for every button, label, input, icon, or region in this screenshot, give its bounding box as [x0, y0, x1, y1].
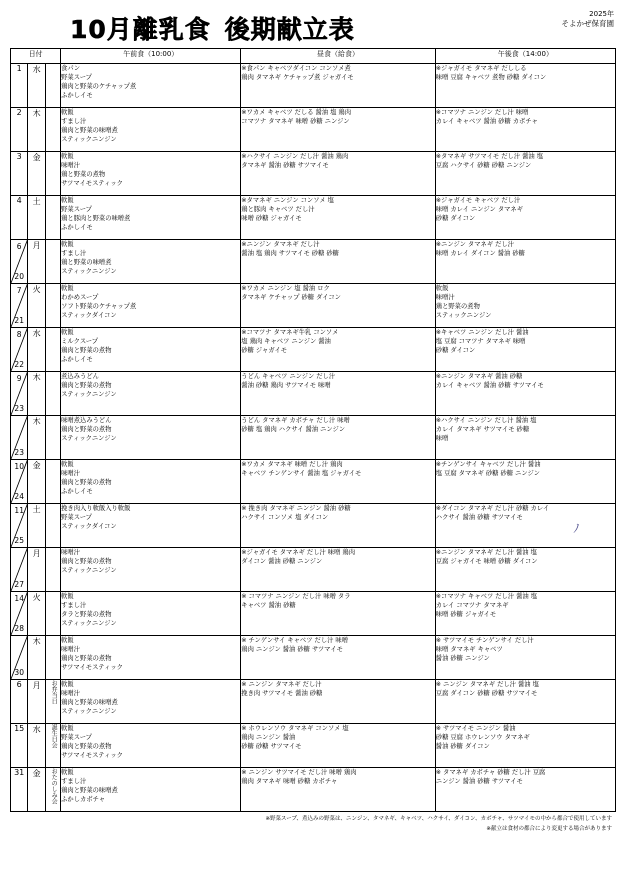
meal-line: タラと野菜の煮物 [61, 611, 112, 619]
meal-late [435, 504, 615, 548]
table-row [11, 504, 616, 548]
meal-line: 鶏と野菜の煮物 [435, 303, 480, 311]
meal-line: 鶏と豚肉 キャベツ だし汁 [241, 206, 315, 214]
row-date: 2 [11, 108, 28, 152]
table-row [11, 416, 616, 460]
meal-line: キャベツ チンゲンサイ 醤油 塩 ジャガイモ [241, 470, 362, 478]
meal-line: サツマイモスティック [61, 752, 123, 760]
table-row [11, 196, 616, 240]
meal-line: 野菜スープ [61, 206, 92, 214]
meal-lunch [241, 108, 436, 152]
row-weekday: 火 [28, 592, 45, 636]
row-event-note: おたのしみ会 [45, 768, 60, 812]
meal-line: ニンジン 醤油 砂糖 サツマイモ [435, 778, 523, 786]
meal-line: 鶏肉と野菜の煮物 [61, 655, 112, 663]
meal-line: 鶏肉 ニンジン 醤油 砂糖 サツマイモ [241, 646, 343, 654]
meal-line: 味噌 [435, 435, 449, 443]
meal-line: 軟飯 [61, 197, 74, 204]
meal-line: 鶏肉と野菜の煮物 [61, 382, 112, 390]
meal-early [61, 548, 241, 592]
meal-line: 味噌汁 [435, 294, 455, 302]
table-row [11, 636, 616, 680]
table-row [11, 108, 616, 152]
meal-line: ※ ニンジン タマネギ だし汁 醤油 塩 [435, 681, 539, 688]
meal-line: 軟飯 [61, 241, 74, 248]
row-weekday: 金 [28, 768, 45, 812]
meal-line: 軟飯 [61, 637, 74, 644]
row-date: 7 21 [11, 284, 28, 328]
meal-line: 塩 鶏肉 キャベツ ニンジン 醤油 [241, 338, 331, 346]
meal-line: 挽き肉入り軟飯入り軟飯 [61, 505, 131, 512]
meal-line: すまし汁 [61, 602, 87, 610]
row-date: 9 23 [11, 372, 28, 416]
meal-line: わかめスープ [61, 294, 99, 302]
meal-early [61, 460, 241, 504]
meal-line: 軟飯 [61, 769, 74, 776]
meal-lunch [241, 548, 436, 592]
meal-late [435, 724, 615, 768]
meal-line: 鶏肉と野菜の味噌煮 [61, 127, 118, 135]
meal-line: 鶏と豚肉と野菜の味噌煮 [61, 215, 131, 223]
meal-lunch [241, 416, 436, 460]
meal-lunch [241, 284, 436, 328]
row-date: 10 24 [11, 460, 28, 504]
row-date: 23 [11, 416, 28, 460]
meal-line: 味噌汁 [61, 646, 81, 654]
meal-late [435, 152, 615, 196]
row-event-note [45, 108, 60, 152]
meal-line: サツマイモスティック [61, 180, 123, 188]
meal-late [435, 460, 615, 504]
meal-line: 醤油 塩 鶏肉 サツマイモ 砂糖 砂糖 [241, 250, 339, 258]
meal-early [61, 504, 241, 548]
table-row [11, 152, 616, 196]
meal-late [435, 284, 615, 328]
meal-early [61, 196, 241, 240]
meal-line: ※ハクサイ ニンジン だし汁 醤油 塩 [435, 417, 537, 424]
row-event-note [45, 196, 60, 240]
meal-lunch [241, 460, 436, 504]
meal-line: スティックニンジン [61, 136, 117, 144]
meal-line: 味噌 カレイ ダイコン 醤油 砂糖 [435, 250, 525, 258]
meal-late [435, 64, 615, 108]
meal-line: 鶏肉と野菜の煮物 [61, 347, 112, 355]
meal-early [61, 152, 241, 196]
row-event-note [45, 504, 60, 548]
meal-line: 砂糖 ダイコン [435, 347, 476, 355]
row-event-note [45, 636, 60, 680]
meal-early [61, 768, 241, 812]
meal-line: 豆腐 ダイコン 砂糖 砂糖 サツマイモ [435, 690, 538, 698]
meal-line: ※コマツナ ニンジン だし汁 味噌 [435, 109, 529, 116]
row-weekday: 火 [28, 284, 45, 328]
meal-line: ※ ニンジン タマネギ だし汁 [241, 681, 322, 688]
meal-line: 豆腐 ハクサイ 砂糖 砂糖 ニンジン [435, 162, 532, 170]
row-weekday: 水 [28, 64, 45, 108]
meal-line: うどん タマネギ カボチャ だし汁 味噌 [241, 417, 350, 424]
meal-line: タマネギ ケチャップ 砂糖 ダイコン [241, 294, 341, 302]
row-date: 6 [11, 680, 28, 724]
row-weekday: 水 [28, 328, 45, 372]
table-row [11, 372, 616, 416]
meal-late [435, 768, 615, 812]
header-meta [562, 10, 615, 28]
meal-late [435, 680, 615, 724]
meal-lunch [241, 372, 436, 416]
meal-lunch [241, 504, 436, 548]
handwritten-mark: ノ [569, 520, 584, 536]
row-date: 30 [11, 636, 28, 680]
meal-early [61, 284, 241, 328]
col-header-early: 午前食（10:00） [61, 49, 241, 64]
meal-line: スティックダイコン [61, 312, 117, 320]
row-weekday: 水 [28, 724, 45, 768]
meal-lunch [241, 680, 436, 724]
meal-line: ※タマネギ ニンジン コンソメ 塩 [241, 197, 334, 204]
meal-line: 軟飯 [61, 329, 74, 336]
row-weekday: 月 [28, 548, 45, 592]
meal-line: ※ ニンジン サツマイモ だし汁 味噌 鶏肉 [241, 769, 357, 776]
col-header-late: 午後食（14:00） [435, 49, 615, 64]
row-event-note: お弁当日 [45, 680, 60, 724]
row-weekday: 金 [28, 152, 45, 196]
meal-late [435, 108, 615, 152]
meal-line: 軟飯 [435, 285, 449, 292]
meal-line: 軟飯 [61, 593, 74, 600]
meal-line: 味噌汁 [61, 470, 81, 478]
footer-note-2: ※献立は食材の都合により変更する場合があります [486, 826, 612, 833]
row-date: 6 20 [11, 240, 28, 284]
meal-line: ※ジャガイモ タマネギ だし汁 味噌 鶏肉 [241, 549, 355, 556]
meal-early [61, 372, 241, 416]
meal-line: 野菜スープ [61, 514, 92, 522]
table-row [11, 724, 616, 768]
row-event-note [45, 328, 60, 372]
meal-line: 鶏肉と野菜の煮物 [61, 743, 112, 751]
header-year: 2025年 [589, 10, 614, 18]
row-weekday: 土 [28, 504, 45, 548]
meal-line: ※コマツナ キャベツ だし汁 醤油 塩 [435, 593, 538, 600]
meal-line: 煮込みうどん [61, 373, 99, 380]
meal-line: ハクサイ コンソメ 塩 ダイコン [241, 514, 329, 522]
footer-note-1: ※野菜スープ、煮込みの野菜は、ニンジン、タマネギ、キャベツ、ハクサイ、ダイコン、カボチャ、サツマイモの中から都合で使用しています [265, 816, 612, 822]
meal-early [61, 680, 241, 724]
meal-line: 鶏肉と野菜の煮物 [61, 426, 112, 434]
meal-late [435, 328, 615, 372]
row-weekday: 月 [28, 680, 45, 724]
meal-line: 醤油 砂糖 ニンジン [435, 655, 490, 663]
table-row [11, 548, 616, 592]
meal-line: スティックニンジン [61, 268, 117, 276]
meal-line: すまし汁 [61, 118, 87, 126]
meal-line: 挽き肉 サツマイモ 醤油 砂糖 [241, 690, 323, 698]
meal-line: 味噌 カレイ ニンジン タマネギ [435, 206, 524, 214]
table-row [11, 64, 616, 108]
header-org: そよかぜ保育園 [561, 18, 614, 28]
meal-line: 砂糖 豆腐 ホウレンソウ タマネギ [435, 734, 530, 742]
meal-line: ※ニンジン タマネギ だし汁 [435, 241, 515, 248]
meal-early [61, 328, 241, 372]
page-title [70, 10, 355, 46]
meal-line: ※ チンゲンサイ キャベツ だし汁 味噌 [241, 637, 349, 644]
meal-line: ふかしイモ [61, 488, 93, 496]
meal-line: 鶏肉 タマネギ 味噌 砂糖 カボチャ [241, 778, 338, 786]
meal-line: 砂糖 砂糖 サツマイモ [241, 743, 302, 751]
meal-line: ※ジャガイモ キャベツ だし汁 [435, 197, 521, 204]
table-row [11, 460, 616, 504]
row-event-note [45, 372, 60, 416]
meal-line: 鶏と野菜の味噌煮 [61, 259, 112, 267]
meal-line: ※ワカメ タマネギ 味噌 だし汁 鶏肉 [241, 461, 343, 468]
meal-line: スティックダイコン [61, 523, 117, 531]
row-weekday: 土 [28, 196, 45, 240]
meal-line: ※ハクサイ ニンジン だし汁 醤油 鶏肉 [241, 153, 349, 160]
meal-line: 鶏肉と野菜の味噌煮 [61, 787, 118, 795]
meal-line: スティックニンジン [61, 435, 117, 443]
row-event-note [45, 240, 60, 284]
meal-line: 鶏と野菜の煮物 [61, 171, 106, 179]
row-weekday: 金 [28, 460, 45, 504]
meal-line: ※チンゲンサイ キャベツ だし汁 醤油 [435, 461, 541, 468]
table-row [11, 680, 616, 724]
meal-line: ※ワカメ キャベツ だしる 醤油 塩 鶏肉 [241, 109, 352, 116]
meal-line: 軟飯 [61, 461, 74, 468]
meal-late [435, 548, 615, 592]
meal-lunch [241, 196, 436, 240]
meal-line: 豆腐 ジャガイモ 味噌 砂糖 ダイコン [435, 558, 538, 566]
meal-line: 軟飯 [61, 725, 74, 732]
meal-early [61, 724, 241, 768]
row-date: 27 [11, 548, 28, 592]
meal-line: 砂糖 塩 鶏肉 ハクサイ 醤油 ニンジン [241, 426, 345, 434]
col-header-lunch: 昼食（給食） [241, 49, 436, 64]
meal-early [61, 108, 241, 152]
table-body [11, 64, 616, 812]
meal-line: 味噌 砂糖 ジャガイモ [241, 215, 302, 223]
meal-early [61, 64, 241, 108]
row-weekday: 木 [28, 416, 45, 460]
meal-line: ※ タマネギ カボチャ 砂糖 だし汁 豆腐 [435, 769, 546, 776]
row-weekday: 月 [28, 240, 45, 284]
meal-line: 鶏肉と野菜の煮物 [61, 479, 112, 487]
meal-line: ※ ホウレンソウ タマネギ コンソメ 塩 [241, 725, 349, 732]
meal-line: 鶏肉 ニンジン 醤油 [241, 734, 296, 742]
meal-early [61, 592, 241, 636]
row-weekday: 木 [28, 636, 45, 680]
meal-lunch [241, 152, 436, 196]
meal-line: スティックニンジン [61, 567, 117, 575]
meal-line: 軟飯 [61, 153, 74, 160]
meal-line: カレイ キャベツ 醤油 砂糖 サツマイモ [435, 382, 544, 390]
title-main: 10月離乳食 [70, 15, 211, 44]
row-date: 1 [11, 64, 28, 108]
meal-line: うどん キャベツ ニンジン だし汁 [241, 373, 336, 380]
meal-late [435, 196, 615, 240]
meal-early [61, 636, 241, 680]
table-row [11, 328, 616, 372]
meal-line: ミルクスープ [61, 338, 99, 346]
meal-line: 味噌汁 [61, 162, 81, 170]
meal-line: 軟飯 [61, 285, 74, 292]
meal-line: ふかしカボチャ [61, 796, 106, 804]
row-date: 3 [11, 152, 28, 196]
meal-line: スティックニンジン [61, 620, 117, 628]
meal-line: カレイ コマツナ タマネギ [435, 602, 509, 610]
meal-lunch [241, 328, 436, 372]
meal-lunch [241, 592, 436, 636]
meal-line: ※ダイコン タマネギ だし汁 砂糖 カレイ [435, 505, 550, 512]
row-event-note [45, 416, 60, 460]
meal-line: 鶏肉と野菜のケチャップ煮 [61, 83, 137, 91]
meal-line: ふかしイモ [61, 356, 93, 364]
table-row [11, 768, 616, 812]
meal-line: 味噌汁 [61, 549, 81, 556]
row-date: 4 [11, 196, 28, 240]
row-event-note [45, 64, 60, 108]
meal-line: 軟飯 [61, 109, 74, 116]
row-weekday: 木 [28, 108, 45, 152]
meal-line: ※ニンジン タマネギ 醤油 砂糖 [435, 373, 523, 380]
meal-line: ※ サツマイモ チンゲンサイ だし汁 [435, 637, 534, 644]
meal-late [435, 592, 615, 636]
meal-line: ※ニンジン タマネギ だし汁 [241, 241, 320, 248]
meal-line: すまし汁 [61, 250, 87, 258]
row-event-note [45, 284, 60, 328]
meal-late [435, 636, 615, 680]
row-date: 11 25 [11, 504, 28, 548]
meal-line: 塩 豆腐 コマツナ タマネギ 味噌 [435, 338, 526, 346]
meal-late [435, 240, 615, 284]
row-event-note: 誕生日会 [45, 724, 60, 768]
meal-line: 味噌 砂糖 ジャガイモ [435, 611, 497, 619]
row-event-note [45, 152, 60, 196]
menu-table [10, 48, 616, 812]
meal-line: ※ニンジン タマネギ だし汁 醤油 塩 [435, 549, 537, 556]
col-header-date: 日付 [11, 49, 61, 64]
meal-lunch [241, 636, 436, 680]
meal-line: すまし汁 [61, 778, 87, 786]
meal-line: コマツナ タマネギ 味噌 砂糖 ニンジン [241, 118, 350, 126]
meal-early [61, 240, 241, 284]
meal-line: 味噌 タマネギ キャベツ [435, 646, 503, 654]
meal-line: 塩 豆腐 タマネギ 砂糖 砂糖 ニンジン [435, 470, 540, 478]
meal-late [435, 416, 615, 460]
meal-line: 味噌煮込みうどん [61, 417, 112, 424]
meal-line: ※食パン キャベツダイコン コンソメ煮 [241, 65, 351, 72]
meal-line: ※ サツマイモ ニンジン 醤油 [435, 725, 516, 732]
meal-line: スティックニンジン [435, 312, 492, 320]
meal-line: 砂糖 ジャガイモ [241, 347, 288, 355]
meal-line: 野菜スープ [61, 74, 92, 82]
row-weekday: 木 [28, 372, 45, 416]
meal-line: 軟飯 [61, 681, 74, 688]
meal-line: ソフト野菜のケチャップ煮 [61, 303, 137, 311]
meal-line: ※ジャガイモ タマネギ だししる [435, 65, 527, 72]
meal-line: ※タマネギ サツマイモ だし汁 醤油 塩 [435, 153, 544, 160]
row-date: 8 22 [11, 328, 28, 372]
table-row [11, 592, 616, 636]
meal-lunch [241, 240, 436, 284]
meal-line: 鶏肉と野菜の味噌煮 [61, 699, 118, 707]
meal-line: ダイコン 醤油 砂糖 ニンジン [241, 558, 323, 566]
meal-line: 醤油 砂糖 鶏肉 サツマイモ 味噌 [241, 382, 331, 390]
meal-lunch [241, 64, 436, 108]
meal-line: ※キャベツ ニンジン だし汁 醤油 [435, 329, 529, 336]
row-event-note [45, 460, 60, 504]
meal-line: キャベツ 醤油 砂糖 [241, 602, 296, 610]
table-head [11, 49, 616, 64]
meal-line: タマネギ 醤油 砂糖 サツマイモ [241, 162, 329, 170]
page-header [10, 8, 616, 48]
meal-line: ※ コマツナ ニンジン だし汁 味噌 タラ [241, 593, 351, 600]
meal-early [61, 416, 241, 460]
meal-line: 醤油 砂糖 ダイコン [435, 743, 490, 751]
meal-line: 味噌 豆腐 キャベツ 煮物 砂糖 ダイコン [435, 74, 547, 82]
meal-line: ※ 挽き肉 タマネギ ニンジン 醤油 砂糖 [241, 505, 351, 512]
meal-line: ふかしイモ [61, 224, 93, 232]
meal-line: スティックニンジン [61, 391, 117, 399]
meal-lunch [241, 724, 436, 768]
meal-line: ハクサイ 醤油 砂糖 サツマイモ [435, 514, 523, 522]
meal-line: 食パン [61, 65, 81, 72]
table-row [11, 284, 616, 328]
meal-line: スティックニンジン [61, 708, 117, 716]
meal-line: 鶏肉 タマネギ ケチャップ煮 ジャガイモ [241, 74, 354, 82]
meal-line: サツマイモスティック [61, 664, 123, 672]
meal-line: 鶏肉と野菜の煮物 [61, 558, 112, 566]
meal-line: ふかしイモ [61, 92, 93, 100]
row-date: 31 [11, 768, 28, 812]
meal-line: ※ワカメ ニンジン 塩 醤油 ロク [241, 285, 330, 292]
row-date: 14 28 [11, 592, 28, 636]
meal-line: 味噌汁 [61, 690, 81, 698]
meal-line: ※コマツナ タマネギ牛乳 コンソメ [241, 329, 339, 336]
meal-lunch [241, 768, 436, 812]
title-sub: 後期献立表 [224, 15, 355, 44]
row-event-note [45, 592, 60, 636]
table-row [11, 240, 616, 284]
row-date: 15 [11, 724, 28, 768]
meal-line: カレイ タマネギ サツマイモ 砂糖 [435, 426, 530, 434]
meal-line: カレイ キャベツ 醤油 砂糖 カボチャ [435, 118, 538, 126]
row-event-note [45, 548, 60, 592]
meal-line: 野菜スープ [61, 734, 92, 742]
meal-line: 砂糖 ダイコン [435, 215, 476, 223]
meal-late [435, 372, 615, 416]
